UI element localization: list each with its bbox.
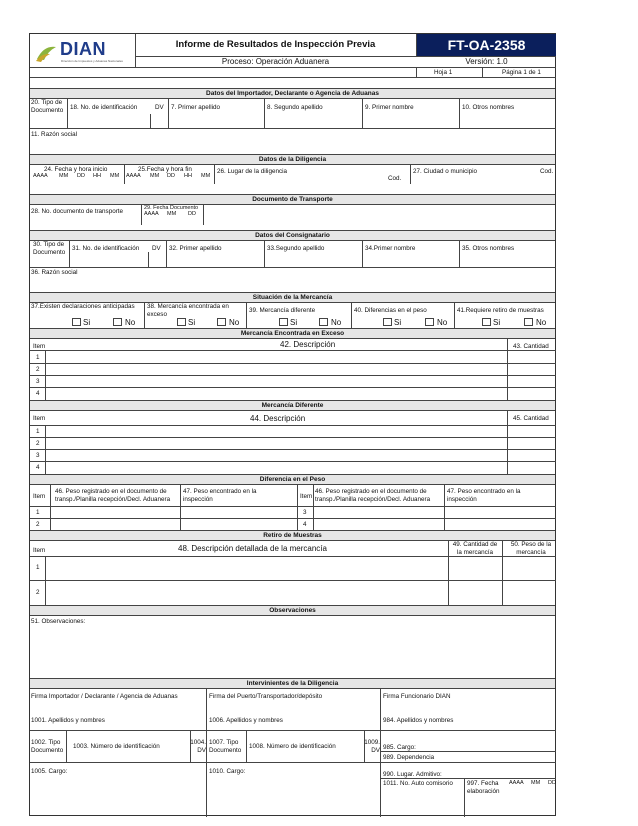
end-datetime-label: 25.Fecha y hora fin (138, 166, 192, 173)
end-hour: HH (184, 173, 192, 179)
f38-no-checkbox[interactable] (217, 318, 226, 326)
weight-row-4: 4 (303, 521, 307, 528)
weight-section-title: Diferencia en el Peso (259, 476, 326, 483)
admin-place-label: 990. Lugar. Admitivo: (383, 771, 442, 778)
f37-yes-checkbox[interactable] (72, 318, 81, 326)
weight-found-header-right: 47. Peso encontrado en la inspección (447, 488, 521, 503)
consignee-dv-label: DV (152, 245, 161, 252)
f40-yes-checkbox[interactable] (383, 318, 392, 326)
importer-position-label: 1005. Cargo: (31, 768, 68, 775)
port-signature-label: Firma del Puerto/Transportador/depósito (209, 693, 323, 700)
excess-qty-header: 43. Cantidad (513, 343, 549, 350)
logo-name: DIAN (60, 39, 106, 59)
f38-yes-checkbox[interactable] (177, 318, 186, 326)
weight-row-2: 2 (36, 521, 40, 528)
end-minute: MM (201, 173, 211, 179)
importer-section-title: Datos del Importador, Declarante o Agencia de Aduanas (206, 90, 379, 97)
consignee-first-name-label: 34.Primer nombre (365, 245, 416, 252)
samples-section-title: Retiro de Muestras (263, 532, 322, 539)
start-hour: HH (93, 173, 101, 179)
doc-date-label: 29. Fecha Documento (144, 205, 199, 211)
form-title: Informe de Resultados de Inspección Previa (175, 39, 376, 50)
sheet-label: Hoja 1 (434, 69, 453, 76)
different-row-2: 2 (36, 440, 40, 447)
id-number-label: 18. No. de identificación (70, 104, 138, 111)
doc-day: DD (188, 211, 196, 217)
doc-year: AAAA (144, 211, 159, 217)
elaboration-year: AAAA (509, 780, 524, 786)
f37-no-label: No (125, 318, 136, 327)
excess-item-header: Item (33, 343, 46, 350)
f37-yes-label: Si (83, 318, 91, 327)
official-names-label: 984. Apellidos y nombres (383, 717, 454, 724)
official-position-label: 985. Cargo: (383, 744, 416, 751)
consignee-second-surname-label: 33.Segundo apellido (267, 245, 325, 252)
end-month: MM (150, 173, 160, 179)
doc-type-label: 20. Tipo de Documento (31, 99, 64, 114)
situation-section-title: Situación de la Mercancía (252, 294, 333, 301)
f40-no-label: No (437, 318, 448, 327)
city-label: 27. Ciudad o municipio (413, 168, 478, 175)
f41-no-checkbox[interactable] (524, 318, 533, 326)
city-code-label: Cod. (540, 168, 554, 175)
second-surname-label: 8. Segundo apellido (267, 104, 323, 111)
excess-row-2: 2 (36, 366, 40, 373)
consignee-doc-type-label: 30. Tipo de Documento (33, 241, 66, 256)
excess-row-4: 4 (36, 390, 40, 397)
start-datetime-label: 24. Fecha y hora inicio (44, 166, 108, 173)
excess-row-3: 3 (36, 378, 40, 385)
different-row-3: 3 (36, 452, 40, 459)
importer-dv-label: 1004. DV (190, 739, 206, 754)
different-merch-label: 39. Mercancía diferente (249, 307, 316, 314)
f37-no-checkbox[interactable] (113, 318, 122, 326)
weight-row-3: 3 (303, 509, 307, 516)
dv-label: DV (155, 104, 164, 111)
different-qty-header: 45. Cantidad (513, 415, 549, 422)
samples-qty-header: 49. Cantidad de la mercancía (452, 541, 498, 556)
different-section-title: Mercancía Diferente (261, 402, 324, 409)
f39-yes-label: Si (290, 318, 298, 327)
port-dv-label: 1009. DV (364, 739, 380, 754)
excess-desc-header: 42. Descripción (280, 340, 336, 349)
start-minute: MM (110, 173, 120, 179)
transport-doc-label: 28. No. documento de transporte (31, 208, 124, 215)
page-label: Página 1 de 1 (502, 69, 541, 76)
weight-found-header-left: 47. Peso encontrado en la inspección (183, 488, 257, 503)
weight-registered-header-right: 46. Peso registrado en el documento de transp./Planilla recepción/Decl. Aduanera (315, 488, 431, 503)
advance-declarations-label: 37.Existen declaraciones anticipadas (31, 303, 135, 310)
samples-item-header: Item (33, 547, 46, 554)
excess-row-1: 1 (36, 354, 40, 361)
importer-names-label: 1001. Apellidos y nombres (31, 717, 105, 724)
official-department-label: 989. Dependencia (383, 754, 435, 761)
different-desc-header: 44. Descripción (250, 414, 306, 423)
samples-required-label: 41.Requiere retiro de muestras (457, 307, 544, 314)
different-row-4: 4 (36, 464, 40, 471)
other-names-label: 10. Otros nombres (462, 104, 515, 111)
elaboration-month: MM (531, 780, 541, 786)
f38-no-label: No (229, 318, 240, 327)
importer-signature-label: Firma Importador / Declarante / Agencia de Aduanas (31, 693, 178, 700)
commission-number-label: 1011. No. Auto comisorio (383, 780, 453, 787)
different-row-1: 1 (36, 428, 40, 435)
samples-row-1: 1 (36, 564, 40, 571)
importer-doc-type-label: 1002. Tipo Documento (31, 739, 64, 754)
excess-section-title: Mercancía Encontrada en Exceso (240, 330, 345, 337)
official-signature-label: Firma Funcionario DIAN (383, 693, 451, 700)
place-code-label: Cod. (388, 175, 402, 182)
port-position-label: 1010. Cargo: (209, 768, 246, 775)
participants-section-title: Intervinientes de la Diligencia (246, 680, 339, 687)
consignee-business-name-label: 36. Razón social (31, 269, 78, 276)
elaboration-date-label: 997. Fecha elaboración (467, 780, 500, 795)
importer-id-number-label: 1003. Número de identificación (73, 743, 160, 750)
process-label: Proceso: Operación Aduanera (221, 57, 330, 66)
observations-section-title: Observaciones (269, 607, 316, 614)
start-day: DD (77, 173, 85, 179)
excess-merch-label: 38. Mercancía encontrada en exceso (147, 303, 229, 318)
weight-item-header-right: Item (300, 493, 313, 500)
f38-yes-label: Si (188, 318, 196, 327)
samples-weight-header: 50. Peso de la mercancía (510, 541, 552, 556)
samples-row-2: 2 (36, 589, 40, 596)
start-month: MM (59, 173, 69, 179)
form-code: FT-OA-2358 (447, 37, 526, 53)
logo-tagline: Dirección de Impuestos y Aduanas Nacionales (61, 59, 123, 63)
f41-yes-checkbox[interactable] (482, 318, 491, 326)
end-day: DD (167, 173, 175, 179)
start-year: AAAA (33, 173, 48, 179)
first-name-label: 9. Primer nombre (365, 104, 414, 111)
different-item-header: Item (33, 415, 46, 422)
samples-desc-header: 48. Descripción detallada de la mercancía (178, 544, 327, 553)
f41-no-label: No (536, 318, 547, 327)
observations-label: 51. Observaciones: (31, 618, 86, 625)
f41-yes-label: Si (493, 318, 501, 327)
f40-yes-label: Si (394, 318, 402, 327)
first-surname-label: 7. Primer apellido (171, 104, 220, 111)
port-names-label: 1006. Apellidos y nombres (209, 717, 283, 724)
consignee-first-surname-label: 32. Primer apellido (169, 245, 222, 252)
port-doc-type-label: 1007. Tipo Documento (209, 739, 242, 754)
doc-month: MM (167, 211, 177, 217)
consignee-id-label: 31. No. de identificación (72, 245, 140, 252)
elaboration-day: DD (548, 780, 556, 786)
port-id-number-label: 1008. Número de identificación (249, 743, 336, 750)
f39-yes-checkbox[interactable] (279, 318, 288, 326)
f40-no-checkbox[interactable] (425, 318, 434, 326)
transport-section-title: Documento de Transporte (252, 196, 333, 203)
f39-no-checkbox[interactable] (319, 318, 328, 326)
weight-row-1: 1 (36, 509, 40, 516)
version-label: Versión: 1.0 (465, 57, 508, 66)
consignee-section-title: Datos del Consignatario (255, 232, 330, 239)
f39-no-label: No (331, 318, 342, 327)
weight-item-header-left: Item (33, 493, 46, 500)
business-name-label: 11. Razón social (31, 131, 78, 138)
weight-registered-header-left: 46. Peso registrado en el documento de transp./Planilla recepción/Decl. Aduanera (55, 488, 171, 503)
place-label: 26. Lugar de la diligencia (217, 168, 288, 175)
inspection-form (29, 33, 556, 816)
end-year: AAAA (126, 173, 141, 179)
diligence-section-title: Datos de la Diligencia (258, 156, 327, 163)
weight-diff-label: 40. Diferencias en el peso (354, 307, 427, 314)
consignee-other-names-label: 35. Otros nombres (462, 245, 515, 252)
